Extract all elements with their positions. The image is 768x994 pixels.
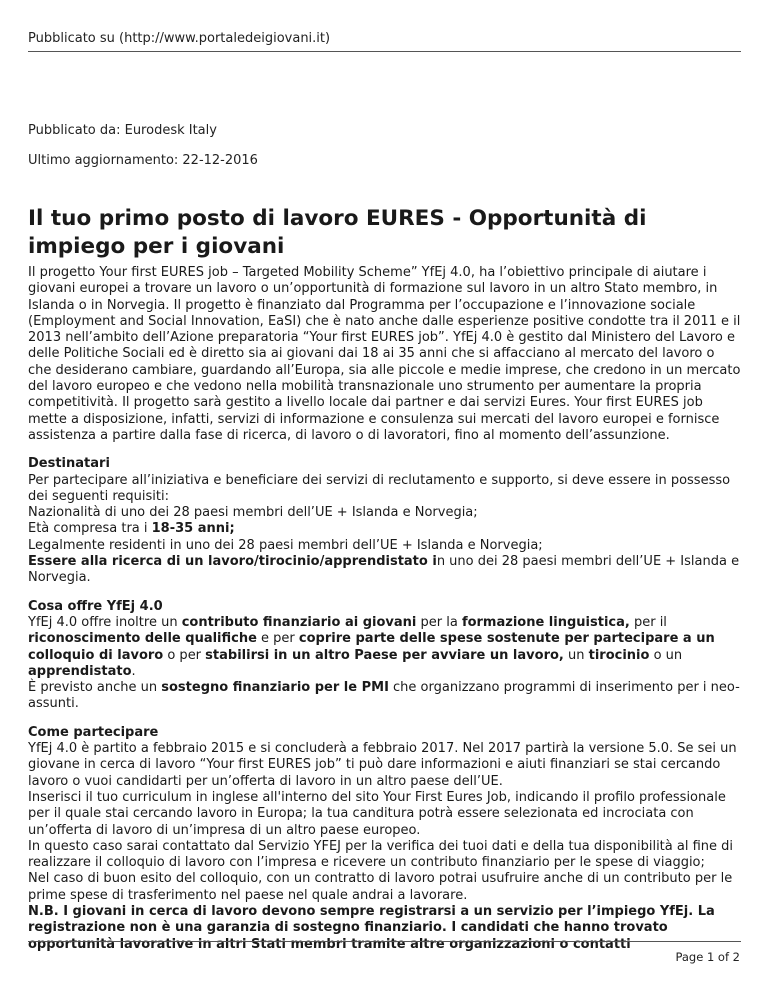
intro-paragraph: Il progetto Your first EURES job – Targeted Mobility Scheme” YfEj 4.0, ha l’obiettivo principale di aiutare i giovani europei a trovare un lavoro o un’opportunità di formazione sul lavoro in un altro Stato membro, in Islanda o in Norvegia. Il progetto è finanziato dal Programma per l’occupazione e l’innovazione sociale (Employment and Social Innovation, EaSI) che è nato anche dalle esperienze positive condotte tra il 2011 e il 2013 nell’ambito dell’Azione preparatoria “Your first EURES job”. YfEj 4.0 è gestito dal Ministero del Lavoro e delle Politiche Sociali ed è diretto sia ai giovani dai 18 ai 35 anni che si affacciano al mercato del lavoro o che desiderano cambiare, guardando all’Europa, sia alle piccole e medie imprese, che credono in un mercato del lavoro europeo e che vedono nella mobilità transnazionale uno strumento per aumentare la propria competitività. Il progetto sarà gestito a livello locale dai partner e dai servizi Eures. Your first EURES job mette a disposizione, infatti, servizi di informazione e consulenza sui mercati del lavoro europei e fornisce assistenza a partire dalla fase di ricerca, di lavoro o di lavoratori, fino al momento dell’assunzione. (28, 265, 741, 443)
text-paragraph: Inserisci il tuo curriculum in inglese all'interno del sito Your First Eures Job, indicando il profilo professionale per il quale stai cercando lavoro in Europa; la tua canditura potrà essere selezionata ed incrociata con un’offerta di lavoro di un’impresa di un altro paese europeo. (28, 789, 726, 838)
text-line: Legalmente residenti in uno dei 28 paesi membri dell’UE + Islanda e Norvegia; (28, 537, 543, 553)
footer-divider (28, 941, 741, 942)
last-update: Ultimo aggiornamento: 22-12-2016 (28, 153, 258, 168)
text-paragraph: Nel caso di buon esito del colloquio, con un contratto di lavoro potrai usufruire anche di un contributo per le prime spese di trasferimento nel paese nel quale andrai a lavorare. (28, 871, 733, 903)
section-heading: Destinatari (28, 456, 110, 472)
section-offre (28, 599, 741, 713)
page-number: Page 1 of 2 (675, 950, 740, 964)
section-heading: Come partecipare (28, 724, 159, 740)
section-destinatari (28, 456, 741, 586)
text-paragraph: È previsto anche un sostegno finanziario per le PMI che organizzano programmi di inserimento per i neo-assunti. (28, 680, 740, 712)
page-title: Il tuo primo posto di lavoro EURES - Opportunità di impiego per i giovani (28, 206, 647, 259)
header-divider (28, 51, 741, 52)
source-header: Pubblicato su (http://www.portaledeigiovani.it) (28, 31, 331, 46)
text-paragraph: In questo caso sarai contattato dal Servizio YFEJ per la verifica dei tuoi dati e della tua disponibilità al fine di realizzare il colloquio di lavoro con l’impresa e ricevere un contributo finanziario per le spese di viaggio; (28, 838, 734, 871)
text-line: Nazionalità di uno dei 28 paesi membri dell’UE + Islanda e Norvegia; (28, 505, 478, 521)
text-line: Età compresa tra i 18-35 anni; (28, 521, 235, 537)
nb-note: N.B. I giovani in cerca di lavoro devono sempre registrarsi a un servizio per l’impiego YfEj. La registrazione non è una garanzia di sostegno finanziario. I candidati che hanno trovato opportunità lavorative in altri Stati membri tramite altre organizzazioni o contatti (28, 903, 715, 952)
section-heading: Cosa offre YfEj 4.0 (28, 598, 163, 614)
published-by: Pubblicato da: Eurodesk Italy (28, 123, 217, 138)
section-partecipare (28, 725, 741, 953)
text-line: Essere alla ricerca di un lavoro/tirocinio/apprendistato in uno dei 28 paesi membri dell’UE + Islanda e Norvegia. (28, 554, 740, 586)
text-paragraph: YfEj 4.0 offre inoltre un contributo finanziario ai giovani per la formazione linguistica, per il riconoscimento delle qualifiche e per coprire parte delle spese sostenute per partecipare a un colloquio di lavoro o per stabilirsi in un altro Paese per avviare un lavoro, un tirocinio o un apprendistato. (28, 614, 715, 679)
text-line: Per partecipare all’iniziativa e beneficiare dei servizi di reclutamento e supporto, si deve essere in possesso dei seguenti requisiti: (28, 472, 731, 504)
article-body (28, 265, 741, 953)
text-paragraph: YfEj 4.0 è partito a febbraio 2015 e si concluderà a febbraio 2017. Nel 2017 partirà la versione 5.0. Se sei un giovane in cerca di lavoro “Your first EURES job” ti può dare informazioni e aiuti finanziari se stai cercando lavoro o vuoi candidarti per un’offerta di lavoro in un altro paese dell’UE. (28, 741, 737, 789)
